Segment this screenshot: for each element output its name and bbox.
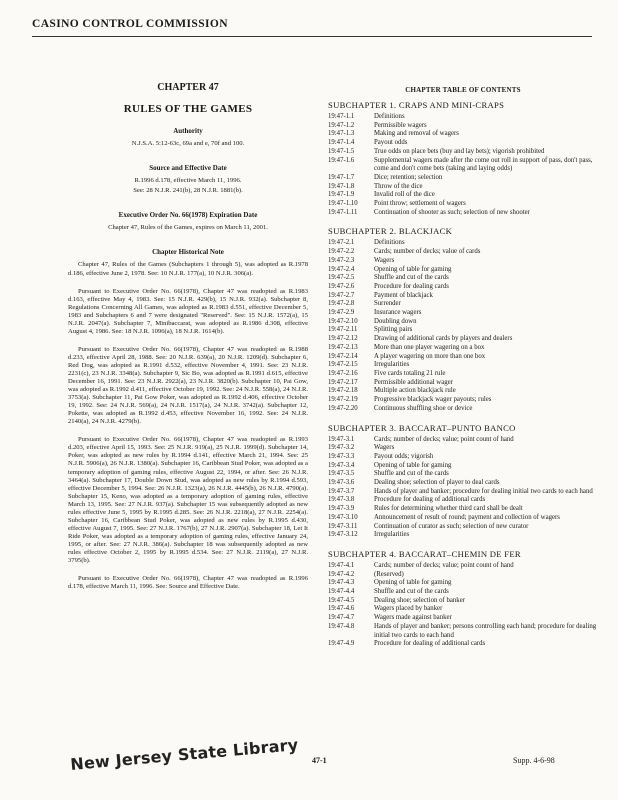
section-number: 19:47-4.9 xyxy=(328,640,355,648)
section-title: Procedure for dealing cards xyxy=(374,282,449,290)
toc-entry xyxy=(328,283,598,292)
toc-title: CHAPTER TABLE OF CONTENTS xyxy=(405,86,521,94)
section-title: Procedure for dealing of additional cards xyxy=(374,640,486,648)
section-number: 19:47-2.9 xyxy=(328,309,355,317)
toc-entry xyxy=(328,183,598,192)
section-title: Dealing shoe; selection of player to deal cards xyxy=(374,479,500,487)
section-number: 19:47-4.2 xyxy=(328,570,355,578)
section-title: Making and removal of wagers xyxy=(374,130,459,138)
supplement-date: Supp. 4-6-98 xyxy=(513,756,555,765)
section-title: Five cards totaling 21 rule xyxy=(374,369,446,377)
section-number: 19:47-3.4 xyxy=(328,461,355,469)
section-title: Throw of the dice xyxy=(374,182,423,190)
toc-entry xyxy=(328,113,598,122)
section-number: 19:47-2.8 xyxy=(328,300,355,308)
section-number: 19:47-2.3 xyxy=(328,256,355,264)
section-number: 19:47-2.15 xyxy=(328,361,358,369)
section-title: Permissible additional wager xyxy=(374,378,453,386)
section-number: 19:47-3.7 xyxy=(328,487,355,495)
toc-entry xyxy=(328,353,598,362)
history-heading: Chapter Historical Note xyxy=(152,248,224,257)
toc-entry xyxy=(328,605,598,614)
section-number: 19:47-3.3 xyxy=(328,452,355,460)
section-title: Dealing shoe; selection of banker xyxy=(374,596,465,604)
toc-entry xyxy=(328,239,598,248)
toc-entry xyxy=(328,597,598,606)
toc-entry xyxy=(328,396,598,405)
section-title: Shuffle and cut of the cards xyxy=(374,588,449,596)
chapter-title: RULES OF THE GAMES xyxy=(123,103,253,116)
toc-entry xyxy=(328,174,598,183)
history-notes xyxy=(68,261,308,591)
history-paragraph: Pursuant to Executive Order No. 66(1978), Chapter 47 was readopted as R.1996 d.178, effective March 11, 1996. See: Source and Effective Date. xyxy=(68,575,308,591)
section-title: Drawing of additional cards by players and dealers xyxy=(374,335,513,343)
section-title: Progressive blackjack wager payouts; rules xyxy=(374,396,492,404)
toc-entry xyxy=(328,505,598,514)
toc-entry xyxy=(328,531,598,540)
toc-entry xyxy=(328,623,598,640)
section-title: Continuation of shooter as such; selection of new shooter xyxy=(374,208,530,216)
section-title: Announcement of result of round; payment and collection of wagers xyxy=(374,513,560,521)
left-column xyxy=(68,84,308,601)
history-paragraph: Pursuant to Executive Order No. 66(1978), Chapter 47 was readopted as R.1983 d.163, effective May 4, 1983. See: 15 N.J.R. 429(b), 15 N.J.R. 932(a). Subchapter 8, Regulations Concerning All Games, was adopted as R.1983 d.551, effective December 5, 1983 and Subchapters 6 and 7 were designated "Reserved". See: 15 N.J.R. 1572(a), 15 N.J.R. 2047(a). Subchapter 7, Minibaccarat, was adopted as R.1986 d.308, effective August 4, 1986. See: 18 N.J.R. 1096(a), 18 N.J.R. 1614(b). xyxy=(68,287,308,335)
section-title: Opening of table for gaming xyxy=(374,579,452,587)
subchapter-heading: SUBCHAPTER 3. BACCARAT–PUNTO BANCO xyxy=(328,422,516,433)
toc-entry xyxy=(328,614,598,623)
section-title: Shuffle and cut of the cards xyxy=(374,470,449,478)
toc-entry xyxy=(328,200,598,209)
toc-entry xyxy=(328,579,598,588)
section-title: Cards; number of decks; value; point count of hand xyxy=(374,435,514,443)
section-number: 19:47-1.10 xyxy=(328,200,358,208)
toc-entry xyxy=(328,571,598,580)
section-number: 19:47-1.9 xyxy=(328,191,355,199)
section-title: Opening of table for gaming xyxy=(374,461,452,469)
section-title: Multiple action blackjack rule xyxy=(374,387,456,395)
section-number: 19:47-2.4 xyxy=(328,265,355,273)
toc-entry xyxy=(328,335,598,344)
section-title: Continuation of curator as such; selection of new curator xyxy=(374,522,529,530)
section-number: 19:47-1.7 xyxy=(328,173,355,181)
section-title: Continuous shuffling shoe or device xyxy=(374,404,473,412)
section-title: Payout odds xyxy=(374,139,408,147)
toc-entry xyxy=(328,514,598,523)
section-number: 19:47-2.1 xyxy=(328,239,355,247)
right-column xyxy=(328,86,598,649)
toc-entry xyxy=(328,436,598,445)
section-title: Definitions xyxy=(374,113,405,120)
source-line-2: See: 28 N.J.R. 241(b), 28 N.J.R. 1881(b). xyxy=(133,187,243,195)
section-number: 19:47-2.7 xyxy=(328,291,355,299)
section-number: 19:47-2.5 xyxy=(328,274,355,282)
header-rule xyxy=(32,36,592,37)
section-title: Wagers made against banker xyxy=(374,614,452,622)
toc-entry xyxy=(328,387,598,396)
section-number: 19:47-3.10 xyxy=(328,513,358,521)
section-title: Point throw; settlement of wagers xyxy=(374,200,466,208)
section-title: More than one player wagering on a box xyxy=(374,343,485,351)
toc-entry xyxy=(328,309,598,318)
section-number: 19:47-2.17 xyxy=(328,378,358,386)
toc-entry xyxy=(328,209,598,218)
toc-entry xyxy=(328,139,598,148)
toc-entry xyxy=(328,130,598,139)
subchapter-heading: SUBCHAPTER 4. BACCARAT–CHEMIN DE FER xyxy=(328,548,521,559)
toc-entry xyxy=(328,361,598,370)
library-stamp: New Jersey State Library xyxy=(69,735,300,774)
running-header: CASINO CONTROL COMMISSION xyxy=(32,18,228,30)
toc-entry xyxy=(328,292,598,301)
section-title: A player wagering on more than one box xyxy=(374,352,486,360)
section-number: 19:47-1.2 xyxy=(328,121,355,129)
section-title: Supplemental wagers made after the come out roll in support of pass, don't pass, come and don't come bets (taking and laying odds) xyxy=(374,156,593,173)
section-number: 19:47-4.5 xyxy=(328,596,355,604)
section-title: Payout odds; vigorish xyxy=(374,452,434,460)
section-title: Opening of table for gaming xyxy=(374,265,452,273)
toc-entry xyxy=(328,266,598,275)
section-number: 19:47-3.12 xyxy=(328,531,358,539)
history-paragraph: Pursuant to Executive Order No. 66(1978), Chapter 47 was readopted as R.1988 d.233, effective April 28, 1988. See: 20 N.J.R. 639(a), 20 N.J.R. 1209(d). Subchapter 6, Red Dog, was adopted as R.1991 d.532, effective November 4, 1991. See: 23 N.J.R. 2231(c), 23 N.J.R. 3348(a). Subchapter 9, Sic Bo, was adopted as R.1991 d.615, effective December 16, 1991. See: 23 N.J.R. 2922(a), 23 N.J.R. 3820(b). Subchapter 10, Pai Gow, was adopted as R.1992 d.411, effective October 19, 1992. See: 24 N.J.R. 558(a), 24 N.J.R. 3753(a). Subchapter 11, Pai Gow Poker, was adopted as R.1992 d.406, effective October 19, 1992. See: 24 N.J.R. 569(a), 24 N.J.R. 1517(a), 24 N.J.R. 3742(a). Subchapter 12, Pokette, was adopted as R.1992 d.453, effective November 16, 1992. See: 24 N.J.R. 2140(a), 24 N.J.R. 4279(b). xyxy=(68,345,308,426)
toc-entry xyxy=(328,122,598,131)
section-title: Dice; retention; selection xyxy=(374,173,443,181)
exec-order-heading: Executive Order No. 66(1978) Expiration Date xyxy=(118,211,258,220)
section-title: Cards; number of decks; value; point count of hand xyxy=(374,561,514,569)
authority-text: N.J.S.A. 5:12-63c, 69a and e, 70f and 100. xyxy=(131,140,245,148)
toc-entry xyxy=(328,300,598,309)
section-number: 19:47-1.3 xyxy=(328,130,355,138)
toc-entry xyxy=(328,248,598,257)
section-number: 19:47-2.16 xyxy=(328,369,358,377)
section-title: Irregularities xyxy=(374,531,410,539)
section-number: 19:47-4.6 xyxy=(328,605,355,613)
toc-entry xyxy=(328,157,598,174)
section-title: Doubling down xyxy=(374,317,417,325)
section-title: Definitions xyxy=(374,239,405,247)
section-title: Wagers xyxy=(374,256,395,264)
toc-entry xyxy=(328,562,598,571)
section-number: 19:47-1.6 xyxy=(328,156,355,164)
toc-entry xyxy=(328,405,598,414)
table-of-contents xyxy=(328,100,598,649)
section-number: 19:47-2.20 xyxy=(328,404,358,412)
section-number: 19:47-2.13 xyxy=(328,343,358,351)
section-title: Rules for determining whether third card shall be dealt xyxy=(374,505,523,513)
toc-entry xyxy=(328,470,598,479)
section-number: 19:47-4.3 xyxy=(328,579,355,587)
section-title: Permissible wagers xyxy=(374,121,427,129)
toc-entry xyxy=(328,344,598,353)
section-title: Irregularities xyxy=(374,361,410,369)
toc-entry xyxy=(328,379,598,388)
section-number: 19:47-2.12 xyxy=(328,335,358,343)
section-number: 19:47-3.9 xyxy=(328,505,355,513)
toc-entry xyxy=(328,318,598,327)
page-number: 47-1 xyxy=(312,756,327,765)
section-number: 19:47-4.7 xyxy=(328,614,355,622)
section-number: 19:47-1.8 xyxy=(328,182,355,190)
toc-entry xyxy=(328,274,598,283)
section-number: 19:47-2.11 xyxy=(328,326,358,334)
section-number: 19:47-2.18 xyxy=(328,387,358,395)
section-number: 19:47-3.6 xyxy=(328,479,355,487)
section-title: Cards; number of decks; value of cards xyxy=(374,248,481,256)
subchapter-heading: SUBCHAPTER 1. CRAPS AND MINI-CRAPS xyxy=(328,100,505,110)
exec-order-text: Chapter 47, Rules of the Games, expires on March 11, 2001. xyxy=(108,224,268,232)
section-number: 19:47-1.5 xyxy=(328,147,355,155)
toc-entry xyxy=(328,148,598,157)
section-title: Invalid roll of the dice xyxy=(374,191,435,199)
toc-entry xyxy=(328,453,598,462)
toc-entry xyxy=(328,191,598,200)
section-number: 19:47-3.1 xyxy=(328,435,355,443)
toc-entry xyxy=(328,523,598,532)
toc-entry xyxy=(328,496,598,505)
section-number: 19:47-2.14 xyxy=(328,352,358,360)
section-number: 19:47-4.4 xyxy=(328,588,355,596)
section-number: 19:47-1.4 xyxy=(328,139,355,147)
section-title: (Reserved) xyxy=(374,570,404,578)
chapter-number: CHAPTER 47 xyxy=(157,82,219,93)
toc-entry xyxy=(328,488,598,497)
section-number: 19:47-2.6 xyxy=(328,282,355,290)
authority-heading: Authority xyxy=(173,127,203,136)
toc-entry xyxy=(328,444,598,453)
toc-entry xyxy=(328,370,598,379)
section-title: Shuffle and cut of the cards xyxy=(374,274,449,282)
section-number: 19:47-1.11 xyxy=(328,208,358,216)
section-title: Hands of player and banker; procedure for dealing initial two cards to each hand xyxy=(374,487,593,495)
section-title: Wagers xyxy=(374,444,395,452)
section-title: Splitting pairs xyxy=(374,326,413,334)
section-title: True odds on place bets (buy and lay bets); vigorish prohibited xyxy=(374,147,545,155)
section-number: 19:47-3.5 xyxy=(328,470,355,478)
toc-entry xyxy=(328,479,598,488)
source-line-1: R.1996 d.178, effective March 11, 1996. xyxy=(134,177,242,185)
section-title: Procedure for dealing of additional cards xyxy=(374,496,486,504)
section-number: 19:47-4.8 xyxy=(328,622,355,630)
section-number: 19:47-2.10 xyxy=(328,317,358,325)
section-title: Insurance wagers xyxy=(374,309,422,317)
history-paragraph: Chapter 47, Rules of the Games (Subchapters 1 through 5), was adopted as R.1978 d.186, effective June 2, 1978. See: 10 N.J.R. 177(a), 10 N.J.R. 306(a). xyxy=(68,261,308,277)
section-title: Hands of player and banker; persons controlling each hand; procedure for dealing initial two cards to each hand xyxy=(374,622,597,639)
toc-entry xyxy=(328,640,598,649)
section-number: 19:47-3.11 xyxy=(328,522,358,530)
section-title: Surrender xyxy=(374,300,401,308)
toc-entry xyxy=(328,462,598,471)
section-number: 19:47-3.8 xyxy=(328,496,355,504)
toc-entry xyxy=(328,326,598,335)
section-number: 19:47-3.2 xyxy=(328,444,355,452)
subchapter-heading: SUBCHAPTER 2. BLACKJACK xyxy=(328,226,453,237)
toc-entry xyxy=(328,257,598,266)
section-number: 19:47-2.2 xyxy=(328,248,355,256)
section-number: 19:47-2.19 xyxy=(328,396,358,404)
toc-entry xyxy=(328,588,598,597)
section-number: 19:47-4.1 xyxy=(328,561,355,569)
section-title: Payment of blackjack xyxy=(374,291,433,299)
section-title: Wagers placed by banker xyxy=(374,605,443,613)
source-heading: Source and Effective Date xyxy=(149,164,227,173)
section-number: 19:47-1.1 xyxy=(328,113,355,120)
history-paragraph: Pursuant to Executive Order No. 66(1978), Chapter 47 was readopted as R.1993 d.203, effective April 15, 1993. See: 25 N.J.R. 919(a), 25 N.J.R. 1999(d). Subchapter 14, Poker, was adopted as new rules by R.1994 d.141, effective March 21, 1994. See: 25 N.J.R. 5906(a), 26 N.J.R. 1380(a). Subchapter 16, Caribbean Stud Poker, was adopted as a temporary adoption of gaming rules, effective August 22, 1994, or after. See: 26 N.J.R. 3464(a). Subchapter 17, Double Down Stud, was adopted as new rules by R.1994 d.593, effective December 5, 1994. See: 26 N.J.R. 1323(a), 26 N.J.R. 4445(b), 26 N.J.R. 4790(a). Subchapter 15, Keno, was adopted as a temporary adoption of gaming rules, effective March 13, 1995. See: 27 N.J.R. 937(a). Subchapter 15 was subsequently adopted as new rules effective June 5, 1995 by R.1995 d.285. See: 26 N.J.R. 2218(a), 27 N.J.R. 2254(a). Subchapter 16, Caribbean Stud Poker, was adopted as new rules by R.1995 d.430, effective August 7, 1995. See: 27 N.J.R. 1767(b), 27 N.J.R. 2907(a). Subchapter 18, Let It Ride Poker, was adopted as a temporary adoption of gaming rules, effective January 24, 1995, or after. See: 27 N.J.R. 386(a). Subchapter 18 was subsequently adopted as new rules effective October 2, 1995 by R.1995 d.534. See: 27 N.J.R. 2119(a), 27 N.J.R. 3795(b). xyxy=(68,436,308,565)
